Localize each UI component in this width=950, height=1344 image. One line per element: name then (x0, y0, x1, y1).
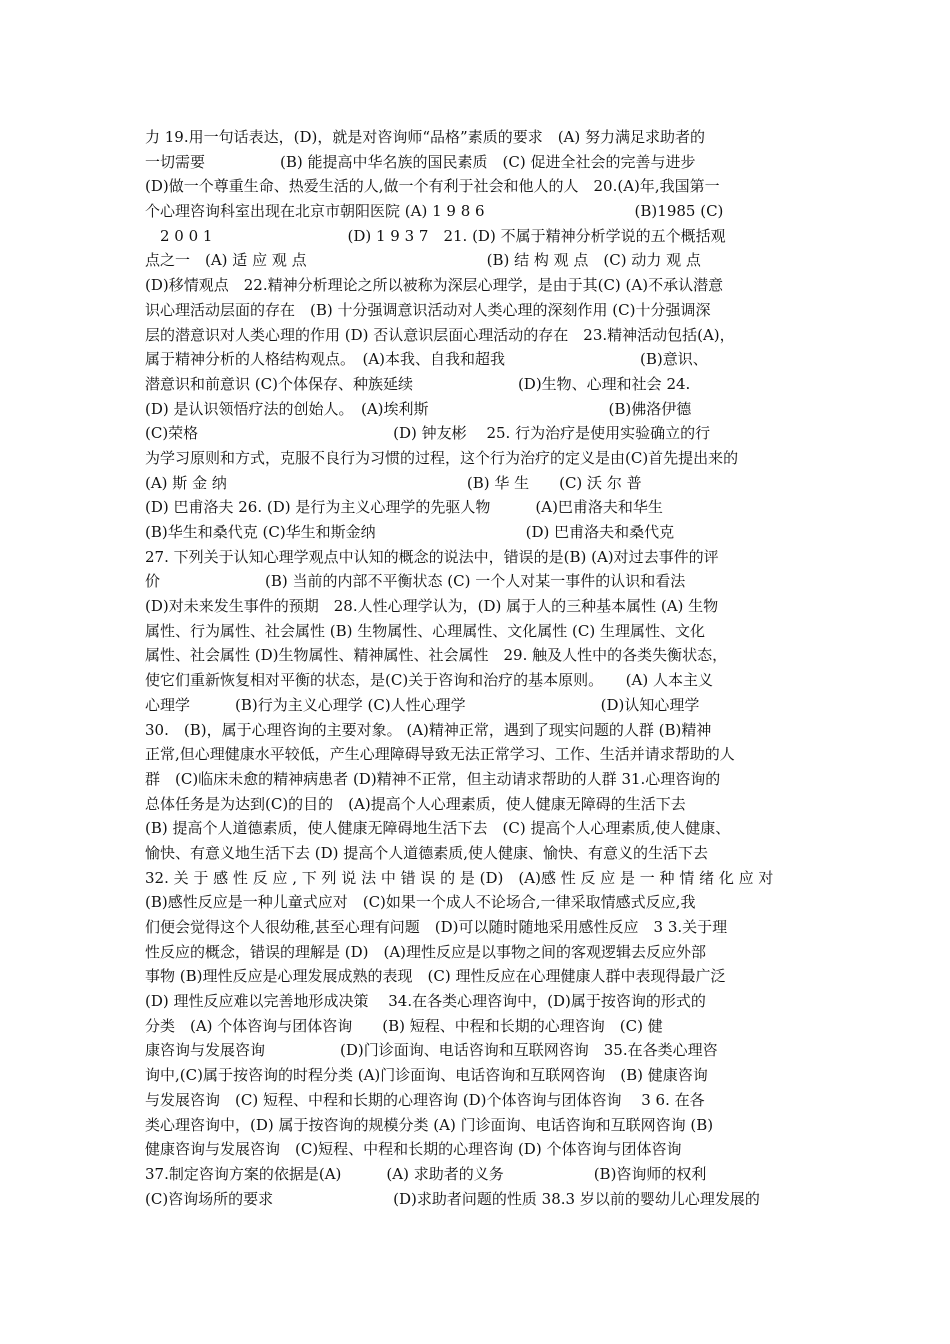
text-line: 2 0 0 1 (D) 1 9 3 7 21. (D) 不属于精神分析学说的五个概括观 (145, 226, 726, 245)
text-line: (B)感性反应是一种儿童式应对 (C)如果一个成人不论场合,一律采取情感式反应,我 (145, 893, 696, 912)
text-line: (D) 巴甫洛夫 26. (D) 是行为主义心理学的先驱人物 (A)巴甫洛夫和华生 (145, 498, 663, 517)
text-line: 识心理活动层面的存在 (B) 十分强调意识活动对人类心理的深刻作用 (C)十分强调深 (145, 300, 711, 319)
text-line: (D)移情观点 22.精神分析理论之所以被称为深层心理学，是由于其(C) (A)不承认潜意 (145, 276, 724, 295)
text-line: 点之一 (A) 适 应 观 点 (B) 结 构 观 点 (C) 动力 观 点 (145, 251, 701, 270)
text-line: 正常,但心理健康水平较低，产生心理障碍导致无法正常学习、工作、生活并请求帮助的人 (145, 745, 735, 764)
text-line: 事物 (B)理性反应是心理发展成熟的表现 (C) 理性反应在心理健康人群中表现得最广泛 (145, 967, 726, 986)
text-line: (A) 斯 金 纳 (B) 华 生 (C) 沃 尔 普 (145, 473, 642, 492)
text-line: 询中,(C)属于按咨询的时程分类 (A)门诊面询、电话咨询和互联网咨询 (B) 健康咨询 (145, 1066, 708, 1085)
text-line: 一切需要 (B) 能提高中华名族的国民素质 (C) 促进全社会的完善与进步 (145, 152, 696, 171)
text-line: 健康咨询与发展咨询 (C)短程、中程和长期的心理咨询 (D) 个体咨询与团体咨询 (145, 1140, 682, 1159)
text-line: 价 (B) 当前的内部不平衡状态 (C) 一个人对某一事件的认识和看法 (145, 572, 686, 591)
text-line: 32. 关 于 感 性 反 应 , 下 列 说 法 中 错 误 的 是 (D) (A)感 性 反 应 是 一 种 情 绪 化 应 对 (145, 868, 774, 887)
text-line: 分类 (A) 个体咨询与团体咨询 (B) 短程、中程和长期的心理咨询 (C) 健 (145, 1016, 663, 1035)
text-line: 属性、行为属性、社会属性 (B) 生物属性、心理属性、文化属性 (C) 生理属性、文化 (145, 621, 705, 640)
text-line: 属性、社会属性 (D)生物属性、精神属性、社会属性 29. 触及人性中的各类失衡状态， (145, 646, 728, 665)
text-line: 37.制定咨询方案的依据是(A) (A) 求助者的义务 (B)咨询师的权利 (145, 1164, 707, 1183)
text-line: 力 19.用一句话表达，(D)，就是对咨询师“品格”素质的要求 (A) 努力满足求助者的 (145, 128, 705, 146)
text-line: (C)咨询场所的要求 (D)求助者问题的性质 38.3 岁以前的婴幼儿心理发展的 (145, 1189, 760, 1208)
text-line: 27. 下列关于认知心理学观点中认知的概念的说法中，错误的是(B) (A)对过去事件的评 (145, 547, 719, 566)
text-line: 使它们重新恢复相对平衡的状态，是(C)关于咨询和治疗的基本原则。 (A) 人本主义 (145, 671, 713, 690)
text-line: 属于精神分析的人格结构观点。 (A)本我、自我和超我 (B)意识、 (145, 350, 708, 369)
text-line: 们便会觉得这个人很幼稚,甚至心理有问题 (D)可以随时随地采用感性反应 3 3.关于理 (145, 918, 728, 936)
text-line: 总体任务是为达到(C)的目的 (A)提高个人心理素质，使人健康无障碍的生活下去 (145, 794, 686, 813)
text-line: 心理学 (B)行为主义心理学 (C)人性心理学 (D)认知心理学 (145, 695, 700, 714)
text-line: (B)华生和桑代克 (C)华生和斯金纳 (D) 巴甫洛夫和桑代克 (145, 523, 675, 541)
text-line: 群 (C)临床未愈的精神病患者 (D)精神不正常，但主动请求帮助的人群 31.心理咨询的 (145, 769, 721, 788)
text-line: 为学习原则和方式，克服不良行为习惯的过程，这个行为治疗的定义是由(C)首先提出来的 (145, 448, 739, 467)
text-line: (B) 提高个人道德素质，使人健康无障碍地生活下去 (C) 提高个人心理素质,使人健康、 (145, 819, 731, 838)
text-line: 性反应的概念，错误的理解是 (D) (A)理性反应是以事物之间的客观逻辑去反应外部 (145, 942, 707, 961)
text-line: 康咨询与发展咨询 (D)门诊面询、电话咨询和互联网咨询 35.在各类心理咨 (145, 1041, 718, 1060)
text-line: 30. (B)，属于心理咨询的主要对象。 (A)精神正常，遇到了现实问题的人群 (B)精神 (145, 720, 712, 739)
text-line: (D) 是认识领悟疗法的创始人。 (A)埃利斯 (B)佛洛伊德 (145, 399, 692, 418)
text-line: 与发展咨询 (C) 短程、中程和长期的心理咨询 (D)个体咨询与团体咨询 3 6. 在各 (145, 1090, 705, 1109)
text-line: 愉快、有意义地生活下去 (D) 提高个人道德素质,使人健康、愉快、有意义的生活下去 (145, 843, 709, 862)
text-line: 层的潜意识对人类心理的作用 (D) 否认意识层面心理活动的存在 23.精神活动包括(A)， (145, 325, 735, 344)
text-line: 潜意识和前意识 (C)个体保存、种族延续 (D)生物、心理和社会 24. (145, 374, 691, 393)
text-line: 类心理咨询中，(D) 属于按咨询的规模分类 (A) 门诊面询、电话咨询和互联网咨询 (B) (145, 1115, 714, 1134)
text-line: (D)做一个尊重生命、热爱生活的人,做一个有利于社会和他人的人 20.(A)年,我国第一 (145, 177, 720, 196)
document-body (145, 125, 810, 1211)
text-line: (D) 理性反应难以完善地形成决策 34.在各类心理咨询中，(D)属于按咨询的形式的 (145, 992, 706, 1011)
text-line: 个心理咨询科室出现在北京市朝阳医院 (A) 1 9 8 6 (B)1985 (C) (145, 202, 724, 221)
text-line: (C)荣格 (D) 钟友彬 25. 行为治疗是使用实验确立的行 (145, 424, 711, 443)
text-line: (D)对未来发生事件的预期 28.人性心理学认为，(D) 属于人的三种基本属性 (A) 生物 (145, 597, 719, 616)
